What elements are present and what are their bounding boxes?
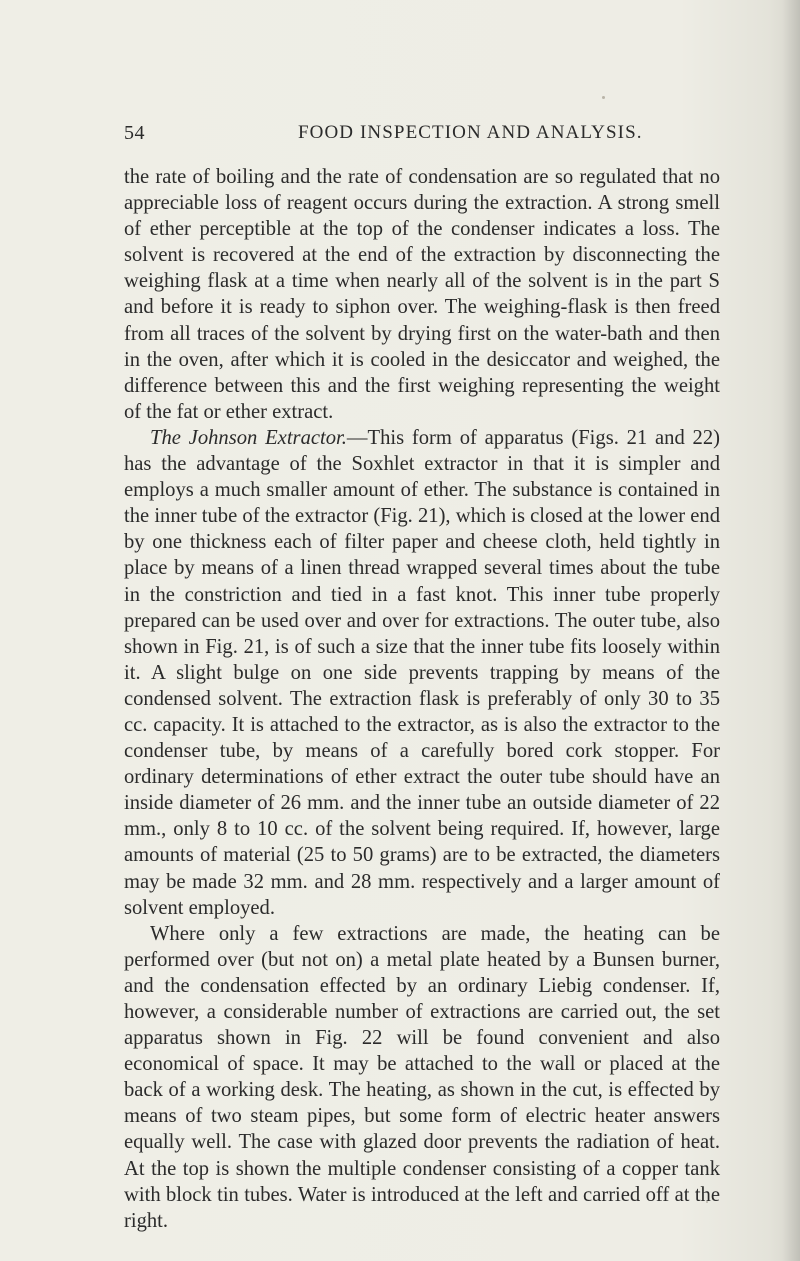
running-title: FOOD INSPECTION AND ANALYSIS. xyxy=(298,122,643,143)
body-text xyxy=(124,164,720,1234)
page-edge-shadow xyxy=(782,0,800,1261)
paragraph-extraction-procedure: the rate of boiling and the rate of condensation are so regulated that no appreciable loss of reagent occurs during the extraction. A strong smell of ether perceptible at the top of the condenser indicates a loss. The solvent is recovered at the end of the extraction by disconnecting the weighing flask at a time when nearly all of the solvent is in the part S and before it is ready to siphon over. The weighing-flask is then freed from all traces of the solvent by drying first on the water-bath and then in the oven, after which it is cooled in the desiccator and weighed, the difference between this and the first weighing representing the weight of the fat or ether extract. xyxy=(124,166,720,423)
paper-speck xyxy=(602,96,605,99)
paragraph-heating-apparatus: Where only a few extractions are made, the heating can be performed over (but not on) a metal plate heated by a Bunsen burner, and the condensation effected by an ordinary Liebig condenser. If, however, a considerable number of extractions are carried out, the set apparatus shown in Fig. 22 will be found convenient and also economical of space. It may be attached to the wall or placed at the back of a working desk. The heating, as shown in the cut, is effected by means of two steam pipes, but some form of electric heater answers equally well. The case with glazed door prevents the radiation of heat. At the top is shown the multiple condenser consisting of a copper tank with block tin tubes. Water is introduced at the left and carried off at the right. xyxy=(124,922,720,1232)
run-in-heading: The Johnson Extractor. xyxy=(150,426,347,449)
paragraph-text: —This form of apparatus (Figs. 21 and 22) has the advantage of the Soxhlet extractor in that it is simpler and employs a much smaller amount of ether. The substance is contained in the inner tube of the extractor (Fig. 21), which is closed at the lower end by one thickness each of filter paper and cheese cloth, held tightly in place by means of a linen thread wrapped several times about the tube in the constriction and tied in a fast knot. This inner tube properly prepared can be used over and over for extractions. The outer tube, also shown in Fig. 21, is of such a size that the inner tube fits loosely within it. A slight bulge on one side prevents trapping by means of the condensed solvent. The extraction flask is preferably of only 30 to 35 cc. capacity. It is attached to the extractor, as is also the extractor to the condenser tube, by means of a carefully bored cork stopper. For ordinary determinations of ether extract the outer tube should have an inside diameter of 26 mm. and the inner tube an outside diameter of 22 mm., only 8 to 10 cc. of the solvent being required. If, however, large amounts of material (25 to 50 grams) are to be extracted, the diameters may be made 32 mm. and 28 mm. respectively and a larger amount of solvent employed. xyxy=(124,426,720,919)
page-number: 54 xyxy=(124,122,145,144)
paragraph-johnson-extractor xyxy=(124,425,720,921)
page-header xyxy=(124,121,724,145)
